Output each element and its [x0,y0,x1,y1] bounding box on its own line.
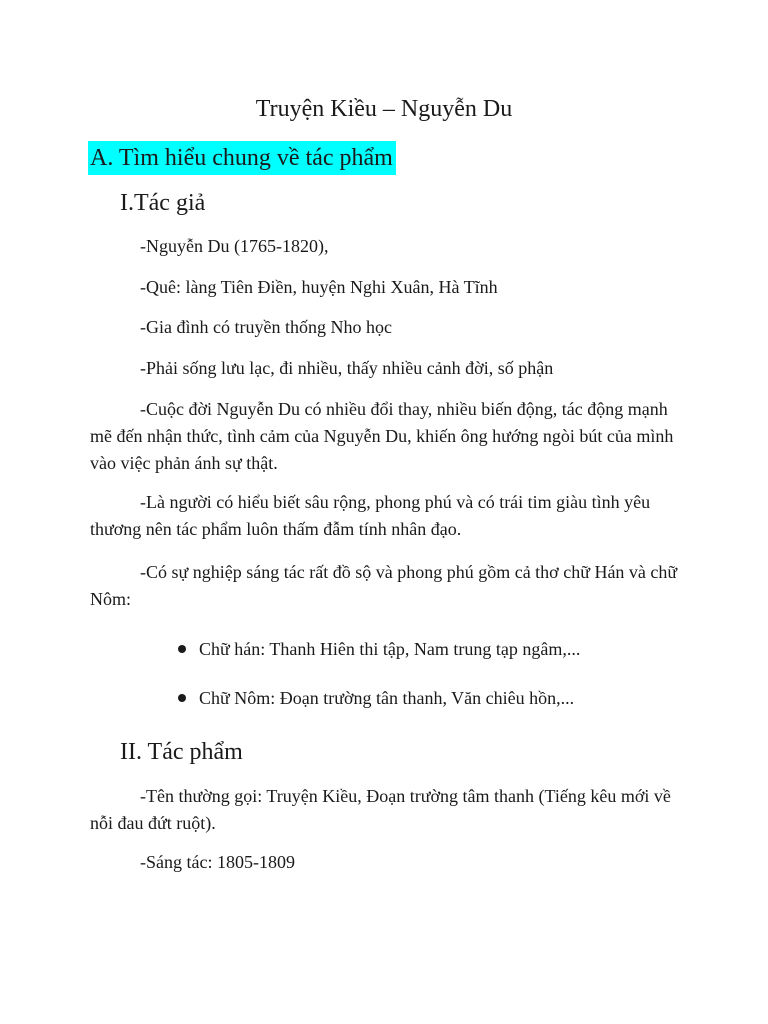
tac-gia-item: -Cuộc đời Nguyễn Du có nhiều đổi thay, nhiều biến động, tác động mạnh mẽ đến nhận thức, tình cảm của Nguyễn Du, khiến ông hướng ngòi bút của mình vào việc phản ánh sự thật. [90,399,674,473]
bullet-text: Chữ Nôm: Đoạn trường tân thanh, Văn chiêu hồn,... [199,688,575,708]
section-a-heading: A. Tìm hiểu chung về tác phẩm [88,141,396,175]
tac-pham-item: -Sáng tác: 1805-1809 [140,852,295,872]
bullet-dot-icon [178,645,186,653]
bullet-text: Chữ hán: Thanh Hiên thi tập, Nam trung tạp ngâm,... [199,639,581,659]
tac-gia-item: -Phải sống lưu lạc, đi nhiều, thấy nhiều cảnh đời, số phận [140,358,554,378]
tac-gia-item: -Gia đình có truyền thống Nho học [140,317,392,337]
tac-gia-item: -Là người có hiểu biết sâu rộng, phong phú và có trái tim giàu tình yêu thương nên tác phẩm luôn thấm đẫm tính nhân đạo. [90,492,651,539]
bullet-dot-icon [178,694,186,702]
tac-pham-item: -Tên thường gọi: Truyện Kiều, Đoạn trường tâm thanh (Tiếng kêu mới về nỗi đau đứt ruột). [90,786,671,833]
tac-gia-item: -Có sự nghiệp sáng tác rất đồ sộ và phong phú gồm cả thơ chữ Hán và chữ Nôm: [90,562,678,609]
bullet-item [178,636,580,663]
bullet-item [178,685,574,712]
document-title: Truyện Kiều – Nguyễn Du [255,96,513,122]
tac-gia-item: -Quê: làng Tiên Điền, huyện Nghi Xuân, Hà Tĩnh [140,277,498,297]
tac-gia-heading: I.Tác giả [120,190,206,216]
tac-pham-heading: II. Tác phẩm [120,739,243,765]
tac-gia-item: -Nguyễn Du (1765-1820), [140,236,329,256]
